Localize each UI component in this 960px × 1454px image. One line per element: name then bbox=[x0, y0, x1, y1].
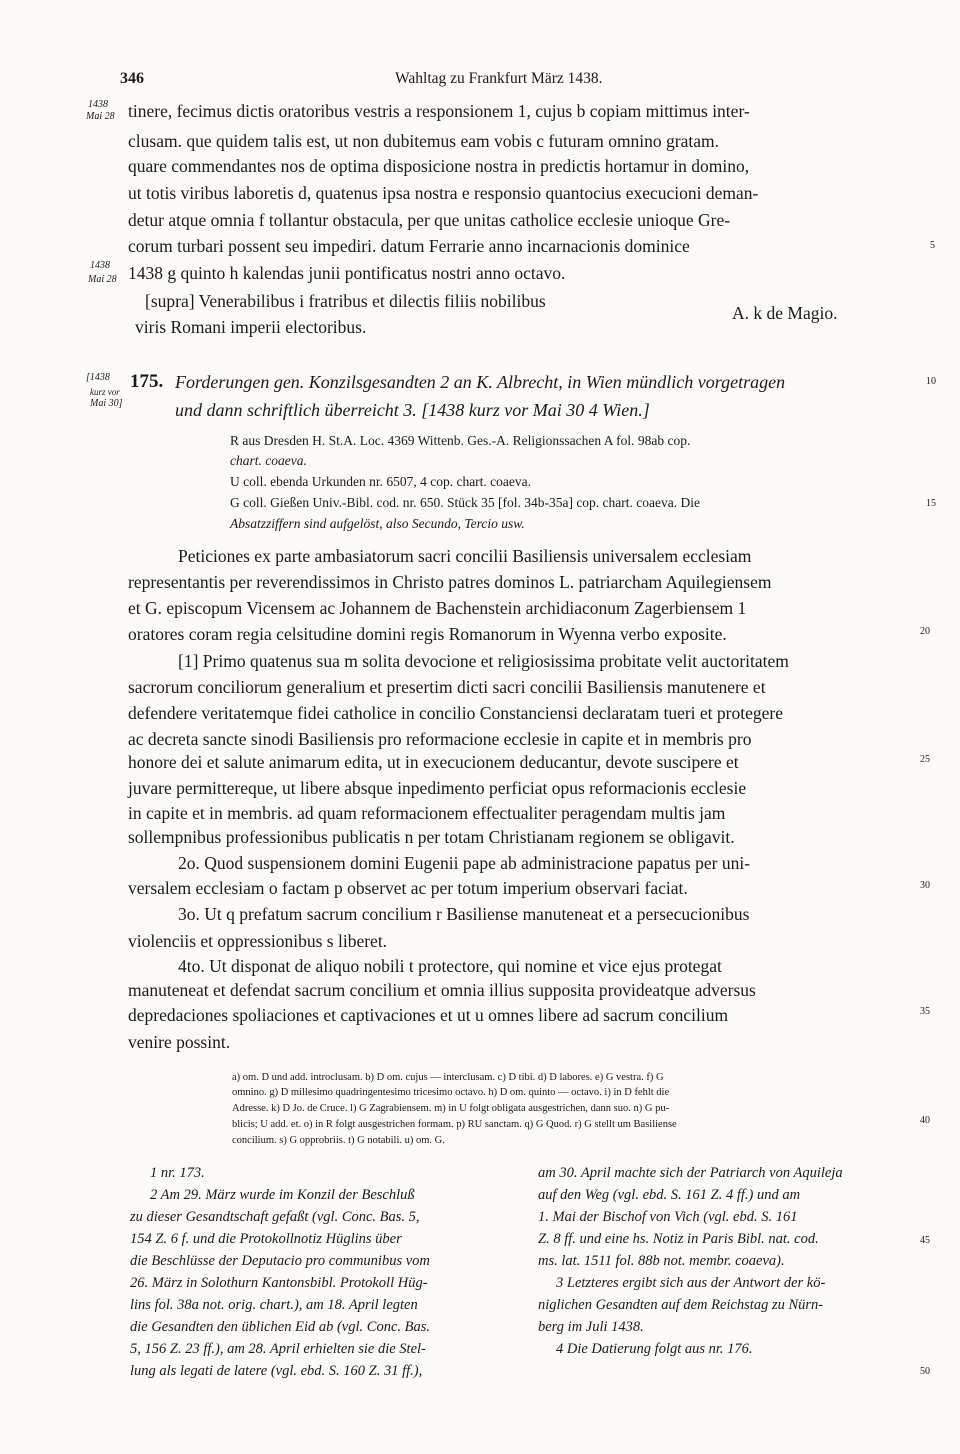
body-line: [1] Primo quatenus sua m solita devocione et religiosissima probitate velit auctoritatem bbox=[178, 651, 789, 671]
line-number: 20 bbox=[920, 626, 930, 637]
body-line: in capite et in membris. ad quam reformacionem effectualiter peragendam multis jam bbox=[128, 803, 726, 823]
source-line: Absatzziffern sind aufgelöst, also Secundo, Tercio usw. bbox=[230, 516, 525, 531]
line-number: 50 bbox=[920, 1366, 930, 1377]
line-number: 10 bbox=[926, 376, 936, 387]
letter-line: detur atque omnia f tollantur obstacula, per que unitas catholice ecclesie unioque Gre- bbox=[128, 210, 731, 230]
body-line: depredaciones spoliaciones et captivaciones et ut u omnes libere ad sacrum concilium bbox=[128, 1005, 729, 1025]
line-number: 40 bbox=[920, 1115, 930, 1126]
body-line: 3o. Ut q prefatum sacrum concilium r Basiliense manuteneat et a persecucionibus bbox=[178, 904, 750, 924]
body-line: et G. episcopum Vicensem ac Johannem de Bachenstein archidiaconum Zagerbiensem 1 bbox=[128, 598, 747, 618]
letter-line: ut totis viribus laboretis d, quatenus ipsa nostra e responsio quantocius execucioni deman- bbox=[128, 183, 759, 203]
body-line: violenciis et oppressionibus s liberet. bbox=[128, 931, 388, 951]
footnote-right: 1. Mai der Bischof von Vich (vgl. ebd. S. 161 bbox=[538, 1209, 798, 1225]
letter-address: [supra] Venerabilibus i fratribus et dilectis filiis nobilibus bbox=[145, 291, 546, 311]
running-title: Wahltag zu Frankfurt März 1438. bbox=[395, 70, 603, 87]
footnote-left: 26. März in Solothurn Kantonsbibl. Protokoll Hüg- bbox=[130, 1275, 428, 1291]
footnote-left: lung als legati de latere (vgl. ebd. S. 160 Z. 31 ff.), bbox=[130, 1363, 423, 1379]
footnote-right: ms. lat. 1511 fol. 88b not. membr. coaeva). bbox=[538, 1253, 785, 1269]
document-title: Forderungen gen. Konzilsgesandten 2 an K. Albrecht, in Wien mündlich vorgetragen bbox=[175, 372, 786, 392]
line-number: 30 bbox=[920, 880, 930, 891]
source-line: R aus Dresden H. St.A. Loc. 4369 Wittenb. Ges.-A. Religionssachen A fol. 98ab cop. bbox=[230, 433, 691, 448]
letter-signature: A. k de Magio. bbox=[732, 303, 838, 323]
apparatus-line: blicis; U add. et. o) in R folgt ausgestrichen formam. p) RU sanctam. q) G Quod. r) G stellt um Basiliense bbox=[232, 1119, 677, 1130]
document-title: und dann schriftlich überreicht 3. [1438 kurz vor Mai 30 4 Wien.] bbox=[175, 400, 650, 420]
footnote-right: 4 Die Datierung folgt aus nr. 176. bbox=[556, 1341, 753, 1357]
footnote-left: zu dieser Gesandtschaft gefaßt (vgl. Conc. Bas. 5, bbox=[130, 1209, 420, 1225]
letter-line: clusam. que quidem talis est, ut non dubitemus eam vobis c futuram omnino gratam. bbox=[128, 131, 720, 151]
apparatus-line: concilium. s) G opprobriis. t) G notabili. u) om. G. bbox=[232, 1135, 445, 1146]
body-line: versalem ecclesiam o factam p observet ac per totum imperium observari faciat. bbox=[128, 878, 688, 898]
margin-date: Mai 28 bbox=[88, 274, 117, 285]
margin-date: 1438 bbox=[88, 99, 108, 110]
letter-line: quare commendantes nos de optima disposicione nostra in predictis hortamur in domino, bbox=[128, 156, 750, 176]
footnote-right: 3 Letzteres ergibt sich aus der Antwort der kö- bbox=[556, 1275, 826, 1291]
body-line: venire possint. bbox=[128, 1032, 231, 1052]
line-number: 25 bbox=[920, 754, 930, 765]
apparatus-line: Adresse. k) D Jo. de Cruce. l) G Zagrabiensem. m) in U folgt obligata ausgestrichen, dann suo. n) G pu- bbox=[232, 1103, 670, 1114]
footnote-left: 5, 156 Z. 23 ff.), am 28. April erhielten sie die Stel- bbox=[130, 1341, 426, 1357]
body-line: 2o. Quod suspensionem domini Eugenii pape ab administracione papatus per uni- bbox=[178, 853, 751, 873]
footnote-left: 1 nr. 173. bbox=[150, 1165, 205, 1181]
source-line: chart. coaeva. bbox=[230, 453, 307, 468]
body-line: defendere veritatemque fidei catholice in concilio Constanciensi declaratam tueri et protegere bbox=[128, 703, 783, 723]
source-line: G coll. Gießen Univ.-Bibl. cod. nr. 650. Stück 35 [fol. 34b-35a] cop. chart. coaeva. Die bbox=[230, 495, 701, 510]
source-line: U coll. ebenda Urkunden nr. 6507, 4 cop. chart. coaeva. bbox=[230, 474, 532, 489]
margin-date: 1438 bbox=[90, 260, 110, 271]
body-line: Peticiones ex parte ambasiatorum sacri concilii Basiliensis universalem ecclesiam bbox=[178, 546, 752, 566]
footnote-left: lins fol. 38a not. orig. chart.), am 18. April legten bbox=[130, 1297, 418, 1313]
letter-line: tinere, fecimus dictis oratoribus vestris a responsionem 1, cujus b copiam mittimus inter- bbox=[128, 101, 750, 121]
letter-address: viris Romani imperii electoribus. bbox=[135, 317, 367, 337]
line-number: 45 bbox=[920, 1235, 930, 1246]
body-line: oratores coram regia celsitudine domini regis Romanorum in Wyenna verbo exposite. bbox=[128, 624, 727, 644]
page-number: 346 bbox=[120, 70, 144, 87]
margin-date: kurz vor bbox=[90, 387, 120, 397]
document-number: 175. bbox=[130, 371, 164, 392]
footnote-right: auf den Weg (vgl. ebd. S. 161 Z. 4 ff.) und am bbox=[538, 1187, 801, 1203]
footnote-right: Z. 8 ff. und eine hs. Notiz in Paris Bibl. nat. cod. bbox=[538, 1231, 819, 1247]
margin-date: Mai 28 bbox=[86, 111, 115, 122]
body-line: 4to. Ut disponat de aliquo nobili t protectore, qui nomine et vice ejus protegat bbox=[178, 956, 722, 976]
letter-line: 1438 g quinto h kalendas junii pontificatus nostri anno octavo. bbox=[128, 263, 566, 283]
body-line: representantis per reverendissimos in Christo patres dominos L. patriarcham Aquilegiensem bbox=[128, 572, 772, 592]
line-number: 5 bbox=[930, 240, 935, 251]
footnote-left: 2 Am 29. März wurde im Konzil der Beschluß bbox=[150, 1187, 415, 1203]
letter-line: corum turbari possent seu impediri. datum Ferrarie anno incarnacionis dominice bbox=[128, 236, 690, 256]
line-number: 35 bbox=[920, 1006, 930, 1017]
body-line: juvare permittereque, ut libere absque inpedimento perficiat opus reformacionis ecclesie bbox=[128, 778, 747, 798]
apparatus-line: omnino. g) D millesimo quadringentesimo tricesimo octavo. h) D om. quinto — octavo. i) in D fehlt die bbox=[232, 1087, 670, 1098]
body-line: honore dei et salute animarum edita, ut in execucionem deducantur, devote suscipere et bbox=[128, 752, 739, 772]
footnote-left: die Beschlüsse der Deputacio pro communibus vom bbox=[130, 1253, 430, 1269]
footnote-right: am 30. April machte sich der Patriarch von Aquileja bbox=[538, 1165, 843, 1181]
margin-date: Mai 30] bbox=[90, 398, 123, 409]
body-line: manuteneat et defendat sacrum concilium et omnia illius supposita provideatque adversus bbox=[128, 980, 756, 1000]
line-number: 15 bbox=[926, 498, 936, 509]
body-line: sacrorum conciliorum generalium et presertim dicti sacri concilii Basiliensis manutenere et bbox=[128, 677, 766, 697]
footnote-right: niglichen Gesandten auf dem Reichstag zu Nürn- bbox=[538, 1297, 824, 1313]
body-line: sollempnibus professionibus publicatis n per totam Christianam regionem se obligavit. bbox=[128, 827, 735, 847]
margin-date: [1438 bbox=[86, 372, 110, 383]
footnote-left: 154 Z. 6 f. und die Protokollnotiz Hüglins über bbox=[130, 1231, 402, 1247]
apparatus-line: a) om. D und add. introclusam. b) D om. cujus — interclusam. c) D tibi. d) D labores. e) G vestra. f) G bbox=[232, 1072, 664, 1083]
body-line: ac decreta sancte sinodi Basiliensis pro reformacione ecclesie in capite et in membris pro bbox=[128, 729, 752, 749]
footnote-left: die Gesandten den üblichen Eid ab (vgl. Conc. Bas. bbox=[130, 1319, 431, 1335]
footnote-right: berg im Juli 1438. bbox=[538, 1319, 644, 1335]
